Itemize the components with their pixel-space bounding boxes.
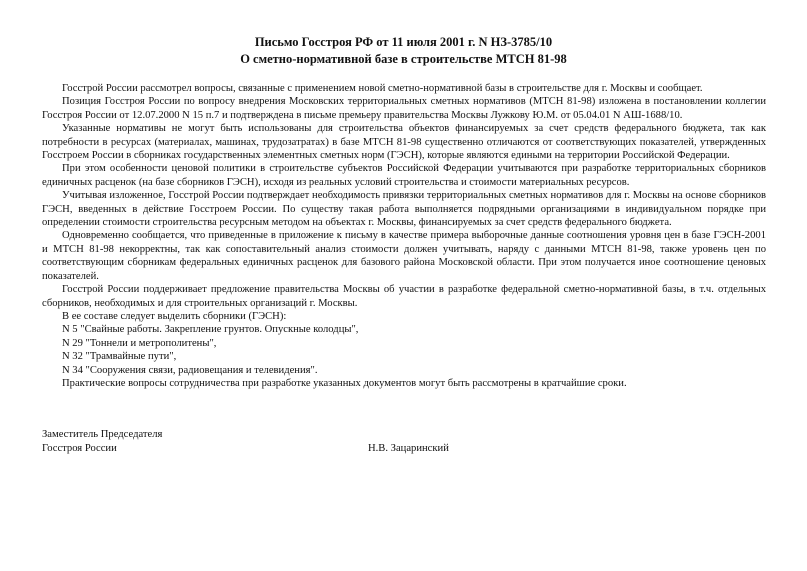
signer-organization: Госстроя России	[42, 443, 117, 454]
list-item: N 29 "Тоннели и метрополитены",	[62, 337, 217, 349]
paragraph: В ее составе следует выделить сборники (ГЭСН):	[62, 310, 287, 322]
list-item: N 32 "Трамвайные пути",	[62, 351, 177, 363]
signer-position: Заместитель Председателя	[42, 429, 163, 440]
signature-organization-line	[42, 442, 766, 456]
list-item: N 34 "Сооружения связи, радиовещания и телевидения".	[62, 364, 318, 376]
document-title: Письмо Госстроя РФ от 11 июля 2001 г. N НЗ-3785/10	[254, 35, 553, 49]
signature-block	[42, 428, 766, 456]
signature-position-line	[42, 428, 766, 442]
list-item: N 5 "Свайные работы. Закрепление грунтов. Опускные колодцы",	[62, 324, 359, 336]
paragraph: Позиция Госстроя России по вопросу внедрения Московских территориальных сметных нормативов (МТСН 81-98) изложена в постановлении коллегии Госстроя России от 12.07.2000 N 15 п.7 и подтверждена в письме премьеру правительства Москвы Лужкову Ю.М. от 05.04.01 N АШ-1688/10.	[42, 96, 766, 121]
signer-name: Н.В. Зацаринский	[368, 443, 449, 454]
paragraph: При этом особенности ценовой политики в строительстве субъектов Российской Федерации учитываются при разработке территориальных сборников единичных расценок (на базе сборников ГЭСН), исходя из реальных условий строительства и стоимости материальных ресурсов.	[42, 163, 766, 188]
paragraph: Учитывая изложенное, Госстрой России подтверждает необходимость привязки территориальных сметных нормативов для г. Москвы на основе сборников ГЭСН, введенных в действие Госстроем России. По существу такая работа выполняется подрядными организациями в индивидуальном порядке при определении стоимости строительства ресурсным методом на объектах г. Москвы, финансируемых за счет средств федерального бюджета.	[42, 190, 766, 229]
paragraph: Госстрой России поддерживает предложение правительства Москвы об участии в разработке федеральной сметно-нормативной базы, в т.ч. отдельных сборников, необходимых и для строительных организаций г. Москвы.	[42, 284, 766, 309]
closing-paragraph: Практические вопросы сотрудничества при разработке указанных документов могут быть рассмотрены в кратчайшие сроки.	[62, 377, 627, 389]
letter-body	[42, 82, 766, 390]
paragraph: Одновременно сообщается, что приведенные в приложение к письму в качестве примера выборочные данные соотношения уровня цен в базе ГЭСН-2001 и МТСН 81-98 некорректны, так как сопоставительный анализ стоимости должен учитывать, наряду с данными МТСН 81-98, также уровень цен по соответствующим сборникам федеральных единичных расценок для базового района Московской области. При этом получается иное соотношение ценовых показателей.	[42, 230, 766, 282]
document-subtitle: О сметно-нормативной базе в строительстве МТСН 81-98	[240, 52, 567, 66]
paragraph: Госстрой России рассмотрел вопросы, связанные с применением новой сметно-нормативной базы в строительстве для г. Москвы и сообщает.	[62, 83, 703, 94]
paragraph: Указанные нормативы не могут быть использованы для строительства объектов финансируемых за счет средств федерального бюджета, так как потребности в ресурсах (материалах, машинах, трудозатратах) в базе МТСН 81-98 существенно отличаются от соответствующих показателей, утвержденных Госстроем России в сборниках государственных элементных сметных норм (ГЭСН), которые являются едиными на территории Российской Федерации.	[42, 123, 766, 162]
